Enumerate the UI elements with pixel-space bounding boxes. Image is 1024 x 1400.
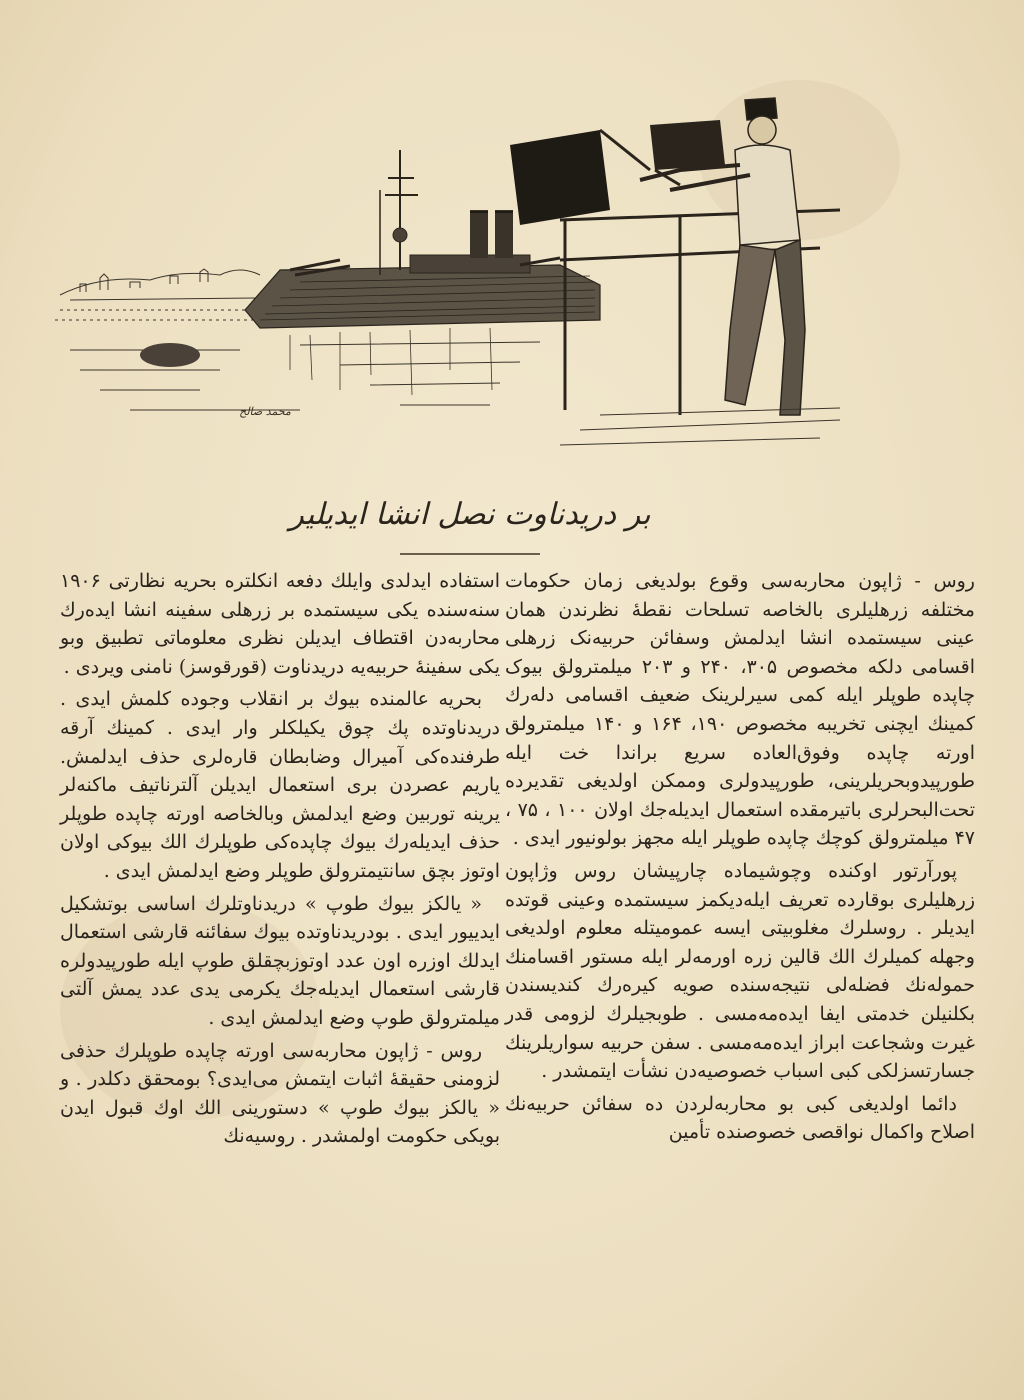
right-text-column: [505, 567, 975, 1151]
paragraph: پورآرتور اوکنده وچوشیماده چارپیشان روس وژاپون زرهلیلری بوقارده تعریف ایله‌دیکمز سیستمده وعینی قوتده ایدیلر . روسلرك مغلوبیتی ایسه عمومیتله معلوم اولدیغی وجهله کمیلرك الك قالین زره اورمه‌لر ایله مستور اقسامنك حموله‌نك فضله‌لی نتیجه‌سنده صویه کیره‌رك کندیسندن بکلنیلن خدمتی ایفا ایده‌مه‌مسی . طوبجیلرك لزومی قدر غیرت وشجاعت ابراز ایده‌مه‌مسی . سفن حربیه سواریلرینك جسارتسزلکی کبی اسباب خصوصیه‌دن نشأت ایتمشدر .: [505, 859, 975, 1083]
paragraph: بحریه عالمنده بیوك بر انقلاب وجوده کلمش ایدی . دریدناوتده پك چوق یکیلکلر وار ایدی . کمینك آرقه طرفنده‌کی آمیرال وضابطان قاره‌لری حذف ایدلمش. یاریم عصردن بری استعمال ایدیلن آلترناتیف ماکنه‌لر یرینه توربین وضع ایدلمش وبالخاصه اورته چاپده طوپلر حذف ایدیله‌رك بیوك چاپده‌کی طوپلرك الك بیوکی اولان اوتوز بچق سانتیمترولق طوپلر وضع ایدلمش ایدی .: [60, 688, 500, 882]
left-text-column: [60, 567, 500, 1155]
paragraph: « یالکز بیوك طوپ » دریدناوتلرك اساسی بوتشکیل ایدییور ایدی . بودریدناوتده بیوك سفائنه قارشی استعمال ایدلك اوزره اون عدد اوتوزبچقلق طوپ ایله طورپیدولره قارشی استعمال ایدیله‌جك یکرمی یدی عدد یمش آلتی میلمترولق طوپ وضع ایدلمش ایدی .: [60, 892, 500, 1029]
article-headline: بر دریدناوت نصل انشا ایدیلیر: [289, 497, 651, 532]
paragraph: روس - ژاپون محاربه‌سی اورته چاپده طوپلرك حذفی لزومنی حقیقهٔ اثبات ایتمش می‌ایدی؟ بومحقق دکلدر . و « یالکز بیوك طوپ » دستورینی الك اوك قبول ایدن بویکی حکومت اولمشدر . روسیه‌نك: [60, 1039, 500, 1148]
battleship-signalman-illustration: [40, 70, 840, 470]
headline-rule: [400, 553, 540, 555]
artist-signature: محمد صالح: [239, 405, 291, 418]
paragraph: استفاده ایدلدی وایلك دفعه انکلتره بحریه نظارتی ۱۹۰۶ سنه‌سنده یکی سیستمده بر زرهلی سفینه انشا ایده‌رك محاربه‌دن اقتطاف ایدیلن نظری معلوماتی تطبیق وبو یکی سفینهٔ حربیه‌یه دریدناوت (قورقوسز) نامنی ویردی .: [60, 570, 500, 678]
paragraph: دائما اولدیغی کبی بو محاربه‌لردن ده سفائن حربیه‌نك اصلاح واکمال نواقصی خصوصنده تأمین: [505, 1092, 975, 1144]
paragraph: روس - ژاپون محاربه‌سی وقوع بولدیغی زمان حکومات مختلفه زرهلیلری بالخاصه تسلحات نقطه‌ٔ نظرندن همان عینی سیستمده انشا ایدلمش وسفائن حربیه‌نک زرهلی اقسامی دلکه مخصوص ۳۰۵، ۲۴۰ و ۲۰۳ میلمترولق بیوک چاپده طوپلر ایله کمی سیرلرینک ضعیف اقسامی دله‌رك کمینك ایچنی تخریبه مخصوص ۱۹۰، ۱۶۴ و ۱۴۰ میلمترولق اورته چاپده وفوق‌العاده سریع براندا خت ایله طورپیدوبحریلرینی، طورپیدولری وممکن اولدیغی تقدیرده تحت‌البحرلری باتیرمقده استعمال ایدیله‌جك اولان ۱۰۰ ، ۷۵ ، ۴۷ میلمترولق کوچك چاپده طوپلر ایله مجهز بولونیور ایدی .: [505, 570, 976, 850]
